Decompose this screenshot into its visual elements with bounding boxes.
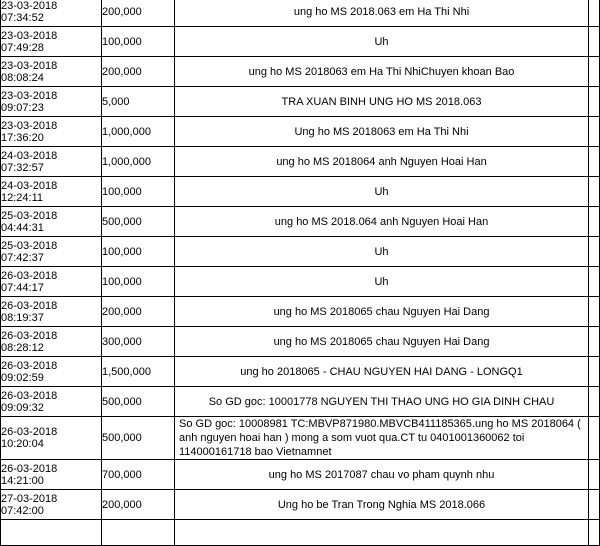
table-row <box>1 490 600 520</box>
transaction-amount: 1,000,000 <box>102 147 175 177</box>
transaction-amount: 1,500,000 <box>102 357 175 387</box>
transaction-datetime: 25-03-2018 04:44:31 <box>1 207 102 237</box>
transaction-description: Uh <box>175 267 589 297</box>
table-row <box>1 327 600 357</box>
transaction-datetime: 26-03-2018 09:02:59 <box>1 357 102 387</box>
trailing-cell <box>589 27 600 57</box>
transaction-amount: 100,000 <box>102 177 175 207</box>
trailing-cell <box>589 267 600 297</box>
transaction-description <box>175 520 589 546</box>
transaction-description: Uh <box>175 27 589 57</box>
transaction-amount: 100,000 <box>102 27 175 57</box>
table-row <box>1 87 600 117</box>
table-row <box>1 207 600 237</box>
transaction-amount: 200,000 <box>102 57 175 87</box>
transaction-datetime: 26-03-2018 09:09:32 <box>1 387 102 417</box>
transaction-description: ung ho MS 2018065 chau Nguyen Hai Dang <box>175 297 589 327</box>
transaction-datetime: 26-03-2018 07:44:17 <box>1 267 102 297</box>
trailing-cell <box>589 207 600 237</box>
transaction-amount: 500,000 <box>102 387 175 417</box>
table-row <box>1 147 600 177</box>
transaction-datetime: 23-03-2018 08:08:24 <box>1 57 102 87</box>
table-row <box>1 357 600 387</box>
transaction-description: ung ho MS 2018.063 em Ha Thi Nhi <box>175 0 589 27</box>
transaction-amount: 500,000 <box>102 417 175 460</box>
trailing-cell <box>589 297 600 327</box>
transaction-datetime: 23-03-2018 09:07:23 <box>1 87 102 117</box>
transaction-datetime: 23-03-2018 07:34:52 <box>1 0 102 27</box>
transaction-datetime: 26-03-2018 08:19:37 <box>1 297 102 327</box>
transaction-description: So GD goc: 10001778 NGUYEN THI THAO UNG HO GIA DINH CHAU <box>175 387 589 417</box>
transaction-description: Uh <box>175 177 589 207</box>
trailing-cell <box>589 520 600 546</box>
trailing-cell <box>589 237 600 267</box>
table-row <box>1 27 600 57</box>
table-row <box>1 177 600 207</box>
transaction-amount: 200,000 <box>102 297 175 327</box>
trailing-cell <box>589 417 600 460</box>
transaction-datetime: 26-03-2018 08:28:12 <box>1 327 102 357</box>
transaction-description: Ung ho MS 2018063 em Ha Thi Nhi <box>175 117 589 147</box>
transaction-amount: 5,000 <box>102 87 175 117</box>
table-row <box>1 0 600 27</box>
trailing-cell <box>589 0 600 27</box>
transaction-amount: 500,000 <box>102 207 175 237</box>
trailing-cell <box>589 87 600 117</box>
table-row <box>1 387 600 417</box>
transaction-description: ung ho MS 2018064 anh Nguyen Hoai Han <box>175 147 589 177</box>
transaction-description: ung ho MS 2017087 chau vo pham quynh nhu <box>175 460 589 490</box>
transaction-amount: 300,000 <box>102 327 175 357</box>
transaction-datetime: 23-03-2018 17:36:20 <box>1 117 102 147</box>
transaction-amount: 700,000 <box>102 460 175 490</box>
table-row <box>1 417 600 460</box>
trailing-cell <box>589 357 600 387</box>
trailing-cell <box>589 460 600 490</box>
trailing-cell <box>589 327 600 357</box>
transaction-datetime: 23-03-2018 07:49:28 <box>1 27 102 57</box>
transaction-datetime: 26-03-2018 14:21:00 <box>1 460 102 490</box>
transaction-amount: 200,000 <box>102 0 175 27</box>
trailing-cell <box>589 387 600 417</box>
transaction-datetime: 27-03-2018 07:42:00 <box>1 490 102 520</box>
table-row <box>1 117 600 147</box>
ledger-body <box>1 0 600 546</box>
table-row <box>1 57 600 87</box>
transaction-amount <box>102 520 175 546</box>
transaction-datetime: 25-03-2018 07:42:37 <box>1 237 102 267</box>
transaction-amount: 200,000 <box>102 490 175 520</box>
transaction-description: ung ho MS 2018063 em Ha Thi NhiChuyen khoan Bao <box>175 57 589 87</box>
table-row <box>1 520 600 546</box>
table-row <box>1 237 600 267</box>
table-row <box>1 267 600 297</box>
transaction-amount: 100,000 <box>102 267 175 297</box>
transaction-description: Uh <box>175 237 589 267</box>
transaction-amount: 100,000 <box>102 237 175 267</box>
transaction-description: ung ho MS 2018.064 anh Nguyen Hoai Han <box>175 207 589 237</box>
transaction-description: TRA XUAN BINH UNG HO MS 2018.063 <box>175 87 589 117</box>
trailing-cell <box>589 117 600 147</box>
transaction-description: ung ho 2018065 - CHAU NGUYEN HAI DANG - LONGQ1 <box>175 357 589 387</box>
transaction-datetime: 24-03-2018 12:24:11 <box>1 177 102 207</box>
table-row <box>1 297 600 327</box>
transaction-datetime: 24-03-2018 07:32:57 <box>1 147 102 177</box>
trailing-cell <box>589 57 600 87</box>
trailing-cell <box>589 177 600 207</box>
transaction-description: So GD goc: 10008981 TC:MBVP871980.MBVCB411185365.ung ho MS 2018064 ( anh nguyen hoai han ) mong a som vuot qua.CT tu 0401001360062 toi 114000161718 bao Vietnamnet <box>175 417 589 460</box>
transaction-datetime: 26-03-2018 10:20:04 <box>1 417 102 460</box>
transaction-datetime <box>1 520 102 546</box>
transaction-amount: 1,000,000 <box>102 117 175 147</box>
transaction-description: Ung ho be Tran Trong Nghia MS 2018.066 <box>175 490 589 520</box>
trailing-cell <box>589 147 600 177</box>
table-row <box>1 460 600 490</box>
trailing-cell <box>589 490 600 520</box>
transaction-description: ung ho MS 2018065 chau Nguyen Hai Dang <box>175 327 589 357</box>
